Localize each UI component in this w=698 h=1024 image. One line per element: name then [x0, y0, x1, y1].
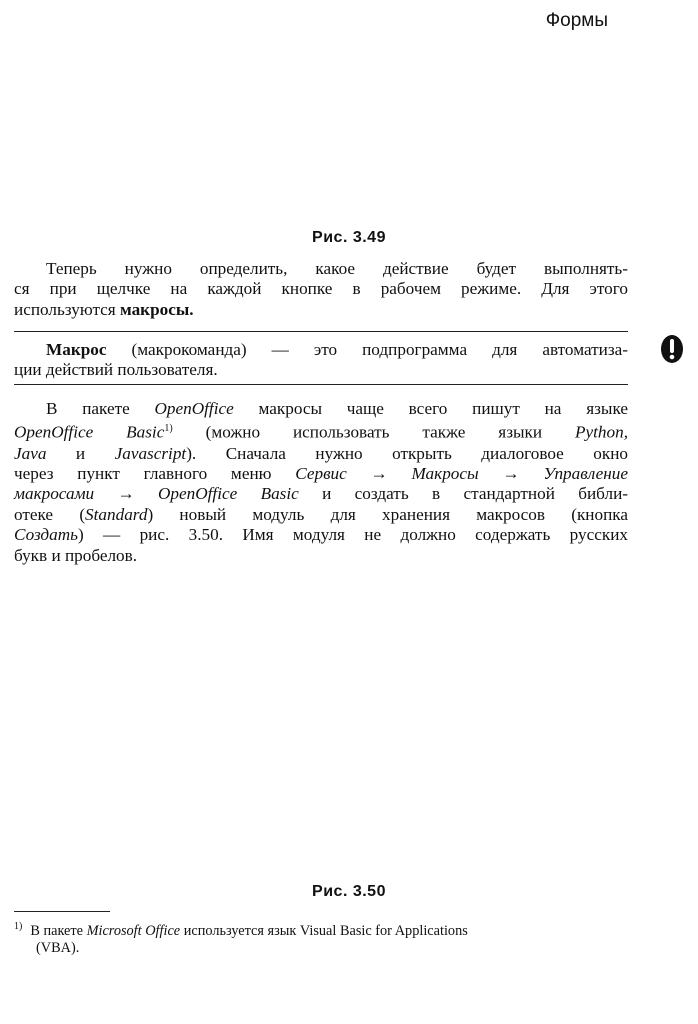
text-run: используются [14, 299, 120, 319]
text-line: букв и пробелов. [14, 545, 138, 565]
paragraph-macros-intro [14, 259, 628, 320]
text-run: и создать в стандартной библи- [298, 484, 628, 504]
term-javascript: Javascript [114, 443, 187, 463]
text-run: (макрокоманда) — это подпрограмма для автоматиза- [106, 340, 628, 359]
text-line [14, 484, 628, 504]
text-line: Теперь нужно определить, какое действие будет выполнять- [46, 259, 628, 278]
menu-path: Сервис → Макросы → Управление [295, 463, 629, 483]
text-run: ) новый модуль для хранения макросов (кнопка [147, 504, 628, 524]
menu-path: макросами → OpenOffice Basic [14, 484, 299, 504]
term-standard: Standard [85, 504, 148, 524]
term-java: Java [14, 443, 47, 463]
text-line [14, 399, 628, 419]
footnote-reference: 1) [164, 423, 173, 435]
text-line [14, 505, 628, 525]
text-run: отеке ( [14, 504, 86, 524]
footnote-rule [14, 911, 110, 912]
definition-block [14, 340, 628, 381]
text-run: В пакете [30, 922, 87, 939]
term-python: Python, [575, 423, 628, 443]
exclamation-icon [657, 334, 687, 364]
text-run: используется язык Visual Basic for Applications [180, 922, 468, 939]
term-openoffice-basic: OpenOffice Basic [14, 423, 165, 443]
definition-bottom-rule [14, 384, 628, 385]
paragraph-openoffice-macros [14, 399, 628, 566]
text-run: макросы чаще всего пишут на языке [233, 399, 628, 418]
text-line: ся при щелчке на каждой кнопке в рабочем режиме. Для этого [14, 279, 628, 299]
running-header: Формы [545, 10, 608, 31]
term-macros: макросы. [120, 299, 194, 319]
text-line: ции действий пользователя. [14, 360, 218, 380]
footnote [14, 918, 630, 957]
term-microsoft-office: Microsoft Office [86, 922, 181, 939]
figure-caption-3-50: Рис. 3.50 [312, 883, 386, 900]
text-run: В пакете [46, 399, 155, 418]
definition-term: Макрос [46, 340, 107, 359]
text-run: ) — рис. 3.50. Имя модуля не должно содержать русских [77, 525, 628, 545]
text-run: и [46, 443, 115, 463]
text-line [14, 464, 628, 484]
text-run: ). Сначала нужно открыть диалоговое окно [186, 443, 629, 463]
text-line [14, 444, 628, 464]
text-line [14, 300, 628, 320]
footnote-marker: 1) [14, 921, 23, 932]
text-run: (можно использовать также языки [172, 423, 576, 443]
figure-caption-3-49: Рис. 3.49 [312, 229, 386, 246]
term-openoffice: OpenOffice [154, 399, 234, 418]
text-line: (VBA). [36, 939, 80, 956]
text-line [14, 918, 630, 940]
text-line [14, 419, 628, 443]
text-run: через пункт главного меню [14, 463, 296, 483]
text-line [14, 340, 628, 360]
button-name-create: Создать [14, 525, 78, 545]
text-line [14, 525, 628, 545]
definition-top-rule [14, 331, 628, 332]
